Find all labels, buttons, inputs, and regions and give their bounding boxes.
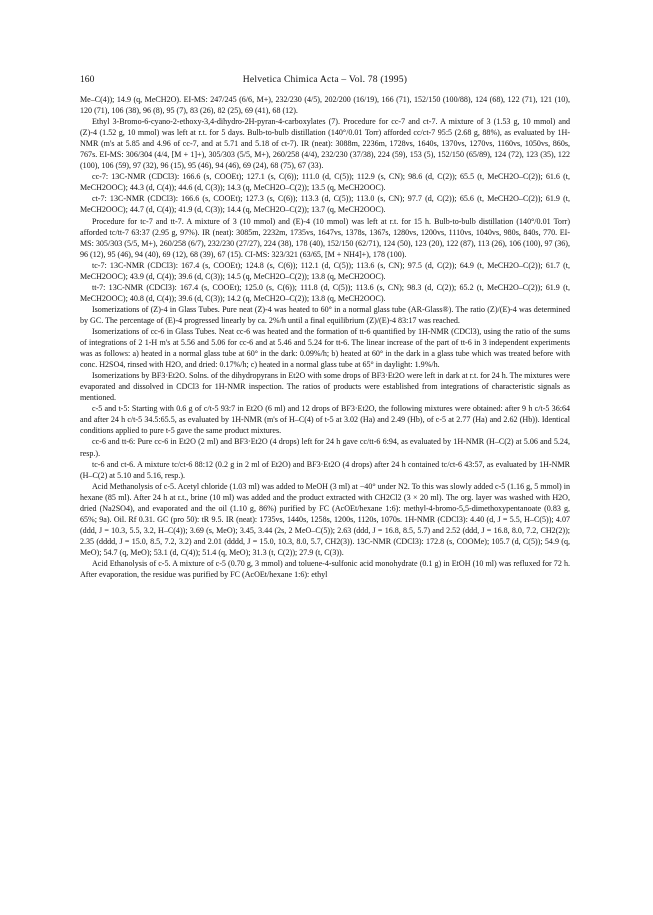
paragraph-compound-7-procedure: Ethyl 3-Bromo-6-cyano-2-ethoxy-3,4-dihydro-2H-pyran-4-carboxylates (7). Procedure for cc-7 and ct-7. A mixture of 3 (1.53 g, 10 mmol) and (Z)-4 (1.52 g, 10 mmol) was left at r.t. for 5 days. Bulb-to-bulb distillation (140°/0.01 Torr) afforded cc/ct-7 95:5 (2.68 g, 88%), as evaluated by 1H-NMR (m's at 5.85 and 4.96 of cc-7, and at 5.71 and 5.18 of ct-7). IR (neat): 3088m, 2236m, 1728vs, 1640s, 1370vs, 1270vs, 1160vs, 1050vs, 860s, 767s. EI-MS: 306/304 (4/4, [M + 1]+), 305/303 (5/5, M+), 260/258 (4/4), 232/230 (37/38), 224 (59), 153 (5), 152/150 (65/89), 124 (72), 123 (35), 122 (100), 106 (59), 97 (32), 96 (15), 95 (46), 94 (46), 69 (24), 68 (75), 67 (33). — [80, 117, 570, 171]
page-header — [80, 73, 570, 87]
paragraph-tc-tt-7-procedure: Procedure for tc-7 and tt-7. A mixture of 3 (10 mmol) and (E)-4 (10 mmol) was left at r.t. for 15 h. Bulb-to-bulb distillation (140°/0.01 Torr) afforded tc/tt-7 63:37 (2.95 g, 97%). IR (neat): 3085m, 2232m, 1735vs, 1647vs, 1378s, 1367s, 1280vs, 1200vs, 1110vs, 1040vs, 980s, 840s, 770. EI-MS: 305/303 (5/5, M+), 260/258 (6/7), 232/230 (27/27), 224 (38), 178 (40), 152/150 (62/71), 124 (50), 123 (20), 122 (87), 113 (26), 106 (100), 97 (36), 96 (12), 95 (46), 94 (40), 69 (12), 68 (39), 67 (15). CI-MS: 323/321 (63/65, [M + NH4]+), 178 (100). — [80, 216, 570, 259]
paragraph-acid-ethanolysis: Acid Ethanolysis of c-5. A mixture of c-5 (0.70 g, 3 mmol) and toluene-4-sulfonic acid monohydrate (0.1 g) in EtOH (10 ml) was refluxed for 72 h. After evaporation, the residue was purified by FC (AcOEt/hexane 1:6): ethyl — [80, 558, 570, 580]
paragraph-cc7-nmr: cc-7: 13C-NMR (CDCl3): 166.6 (s, COOEt); 127.1 (s, C(6)); 111.0 (d, C(5)); 112.9 (s, CN); 98.6 (d, C(2)); 65.5 (t, MeCH2O–C(2)); 61.6 (t, MeCH2OOC); 44.3 (d, C(4)); 44.6 (d, C(3)); 14.3 (q, MeCH2O–C(2)); 13.5 (q, MeCH2OOC). — [80, 172, 570, 193]
paragraph-tc6-ct6: tc-6 and ct-6. A mixture tc/ct-6 88:12 (0.2 g in 2 ml of Et2O) and BF3·Et2O (4 drops) after 24 h contained tc/ct-6 43:57, as evaluated by 1H-NMR (H–C(2) at 5.10 and 5.16, resp.). — [80, 459, 570, 480]
paragraph-ms-continuation: Me–C(4)); 14.9 (q, MeCH2O). EI-MS: 247/245 (6/6, M+), 232/230 (4/5), 202/200 (16/19), 166 (71), 152/150 (100/88), 124 (68), 122 (71), 121 (10), 120 (71), 106 (38), 96 (8), 95 (7), 83 (26), 82 (25), 69 (41), 68 (12). — [80, 95, 570, 116]
paragraph-tt7-nmr: tt-7: 13C-NMR (CDCl3): 167.4 (s, COOEt); 125.0 (s, C(6)); 111.8 (d, C(5)); 113.6 (s, CN); 98.3 (d, C(2)); 65.2 (t, MeCH2O–C(2)); 61.9 (t, MeCH2OOC); 40.8 (d, C(4)); 39.6 (d, C(3)); 14.2 (q, MeCH2O–C(2)); 13.8 (q, MeCH2OOC). — [80, 282, 570, 303]
paragraph-ct7-nmr: ct-7: 13C-NMR (CDCl3): 166.6 (s, COOEt); 127.3 (s, C(6)); 113.3 (d, C(5)); 113.0 (s, CN); 97.7 (d, C(2)); 65.6 (t, MeCH2O–C(2)); 61.9 (t, MeCH2OOC); 44.7 (d, C(4)); 41.9 (d, C(3)); 14.4 (q, MeCH2O–C(2)); 13.7 (q, MeCH2OOC). — [80, 194, 570, 215]
paragraph-isomerization-cc6: Isomerizations of cc-6 in Glass Tubes. Neat cc-6 was heated and the formation of tt-6 quantified by 1H-NMR (CDCl3), using the ratio of the sums of integrations of 2 1-H m's at 5.56 and 5.06 for cc-6 and at 5.46 and 5.24 for tt-6. The linear increase of the part of tt-6 in 3 independent experiments was as follows: a) heated in a normal glass tube at 60° in the dark: 0.09%/h; b) heated at 60° in the dark in a glass tube which was treated before with conc. H2SO4, rinsed with H2O, and dried: 0.17%/h; c) heated in a normal glass tube at 65° in daylight: 1.9%/h. — [80, 326, 570, 370]
paragraph-tc7-nmr: tc-7: 13C-NMR (CDCl3): 167.4 (s, COOEt); 124.8 (s, C(6)); 112.1 (d, C(5)); 113.6 (s, CN); 97.5 (d, C(2)); 64.9 (t, MeCH2O–C(2)); 61.7 (t, MeCH2OOC); 43.9 (d, C(4)); 39.6 (d, C(3)); 14.5 (q, MeCH2O–C(2)); 13.8 (q, MeCH2OOC). — [80, 260, 570, 281]
paragraph-cc6-tt6: cc-6 and tt-6: Pure cc-6 in Et2O (2 ml) and BF3·Et2O (4 drops) left for 24 h gave cc/tt-6 6:94, as evaluated by 1H-NMR (H–C(2) at 5.06 and 5.24, resp.). — [80, 437, 570, 458]
page-number: 160 — [80, 74, 95, 85]
paragraph-isomerization-z4: Isomerizations of (Z)-4 in Glass Tubes. Pure neat (Z)-4 was heated to 60° in a normal glass tube (AR-Glass®). The ratio (Z)/(E)-4 was determined by GC. The percentage of (E)-4 progressed linearly by ca. 2%/h until a final equilibrium (Z)/(E)-4 83:17 was reached. — [80, 304, 570, 325]
paragraph-isomerization-bf3: Isomerizations by BF3·Et2O. Solns. of the dihydropyrans in Et2O with some drops of BF3·Et2O were left in dark at r.t. for 24 h. The mixtures were evaporated and dissolved in CDCl3 for 1H-NMR inspection. The ratios of products were established from integrations of characteristic signals as mentioned. — [80, 371, 570, 403]
paragraph-acid-methanolysis: Acid Methanolysis of c-5. Acetyl chloride (1.03 ml) was added to MeOH (3 ml) at −40° under N2. To this was slowly added c-5 (1.16 g, 5 mmol) in hexane (85 ml). After 24 h at r.t., brine (10 ml) was added and the product extracted with CH2Cl2 (3 × 20 ml). The org. layer was washed with H2O, dried (Na2SO4), and evaporated and the oil (1.10 g, 86%) purified by FC (AcOEt/hexane 1:6): methyl-4-bromo-5,5-dimethoxypentanoate (0.83 g, 65%; 9a). Oil. Rf 0.31. GC (pro 50): tR 9.5. IR (neat): 1735vs, 1440s, 1258s, 1200s, 1120s, 1070s. 1H-NMR (CDCl3): 4.40 (d, J = 5.5, H–C(5)); 4.07 (ddd, J = 10.3, 5.5, 3.2, H–C(4)); 3.69 (s, MeO); 3.45, 3.44 (2s, 2 MeO–C(5)); 2.63 (ddd, J = 16.8, 8.5, 5.7) and 2.52 (ddd, J = 16.8, 8.0, 7.2, CH2(2)); 2.35 (dddd, J = 15.0, 8.5, 7.2, 3.2) and 2.01 (dddd, J = 15.0, 10.3, 8.0, 5.7, CH2(3)). 13C-NMR (CDCl3): 172.8 (s, COOMe); 105.7 (d, C(5)); 54.9 (q, MeO); 54.7 (q, MeO); 53.1 (d, C(4)); 51.4 (q, MeO); 31.3 (t, C(2)); 27.9 (t, C(3)). — [80, 481, 570, 557]
paragraph-c5-t5: c-5 and t-5: Starting with 0.6 g of c/t-5 93:7 in Et2O (6 ml) and 12 drops of BF3·Et2O, the following mixtures were obtained: after 9 h c/t-5 36:64 and after 24 h c/t-5 34.5:65.5, as evaluated by 1H-NMR (m's of H–C(4) of t-5 at 3.02 (Ha) and 2.49 (Hb), of c-5 at 2.77 (Ha) and 2.62 (Hb)). Identical conditions applied to pure t-5 gave the same product mixtures. — [80, 404, 570, 436]
article-body — [80, 94, 570, 580]
running-title: Helvetica Chimica Acta – Vol. 78 (1995) — [242, 74, 408, 85]
